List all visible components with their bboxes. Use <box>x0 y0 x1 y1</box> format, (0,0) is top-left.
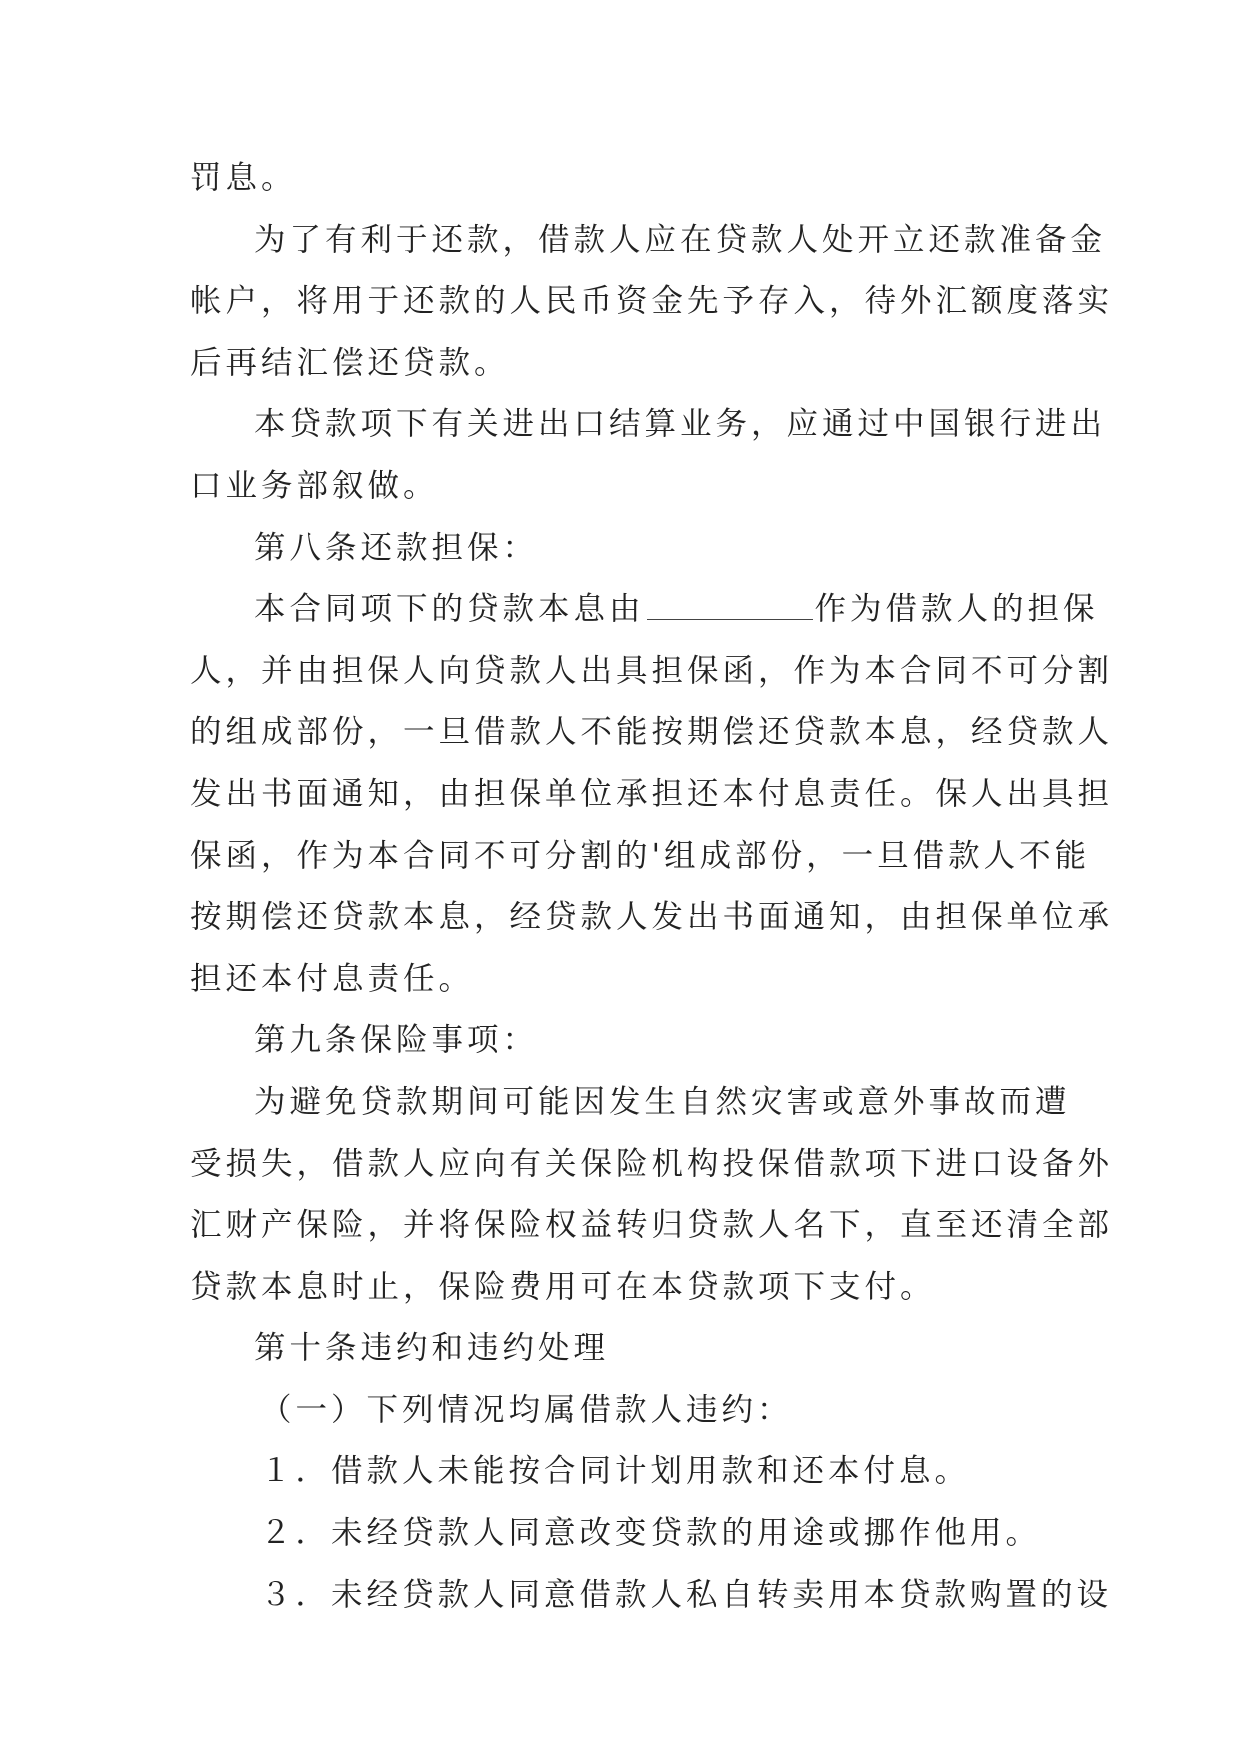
list-item: ２．未经贷款人同意改变贷款的用途或挪作他用。 <box>260 1515 1042 1552</box>
text-line: 担还本付息责任。 <box>190 960 475 997</box>
text-line: 帐户，将用于还款的人民币资金先予存入，待外汇额度落实 <box>190 283 1114 320</box>
document-page <box>190 148 1114 1626</box>
article-heading: 第八条还款担保： <box>254 529 539 566</box>
article-heading: 第九条保险事项： <box>254 1022 539 1059</box>
text-line: 汇财产保险，并将保险权益转归贷款人名下，直至还清全部 <box>190 1207 1114 1244</box>
text-line: 口业务部叙做。 <box>190 467 439 504</box>
text-segment: 作为借款人的担保 <box>814 591 1099 628</box>
text-segment: 本合同项下的贷款本息由 <box>254 591 645 628</box>
text-line: 的组成部份，一旦借款人不能按期偿还贷款本息，经贷款人 <box>190 714 1114 751</box>
paragraph-start: 为避免贷款期间可能因发生自然灾害或意外事故而遭 <box>254 1083 1071 1120</box>
text-line: 后再结汇偿还贷款。 <box>190 344 510 381</box>
text-line: 受损失，借款人应向有关保险机构投保借款项下进口设备外 <box>190 1145 1114 1182</box>
paragraph-start: 为了有利于还款，借款人应在贷款人处开立还款准备金 <box>254 221 1107 258</box>
list-item: ３．未经贷款人同意借款人私自转卖用本贷款购置的设 <box>260 1576 1113 1613</box>
list-item: １．借款人未能按合同计划用款和还本付息。 <box>260 1453 971 1490</box>
guarantor-blank-field[interactable] <box>647 579 813 620</box>
text-line: 贷款本息时止，保险费用可在本贷款项下支付。 <box>190 1268 936 1305</box>
text-line: 保函，作为本合同不可分割的'组成部份，一旦借款人不能 <box>190 837 1091 874</box>
text-line: 按期偿还贷款本息，经贷款人发出书面通知，由担保单位承 <box>190 899 1114 936</box>
section-heading: （一）下列情况均属借款人违约： <box>260 1391 793 1428</box>
paragraph-start: 本贷款项下有关进出口结算业务，应通过中国银行进出 <box>254 406 1107 443</box>
text-line: 罚息。 <box>190 160 297 196</box>
guarantor-line <box>190 579 1099 641</box>
text-line: 发出书面通知，由担保单位承担还本付息责任。保人出具担 <box>190 775 1114 812</box>
text-line: 人，并由担保人向贷款人出具担保函，作为本合同不可分割 <box>190 652 1114 689</box>
article-heading: 第十条违约和违约处理 <box>254 1330 610 1367</box>
